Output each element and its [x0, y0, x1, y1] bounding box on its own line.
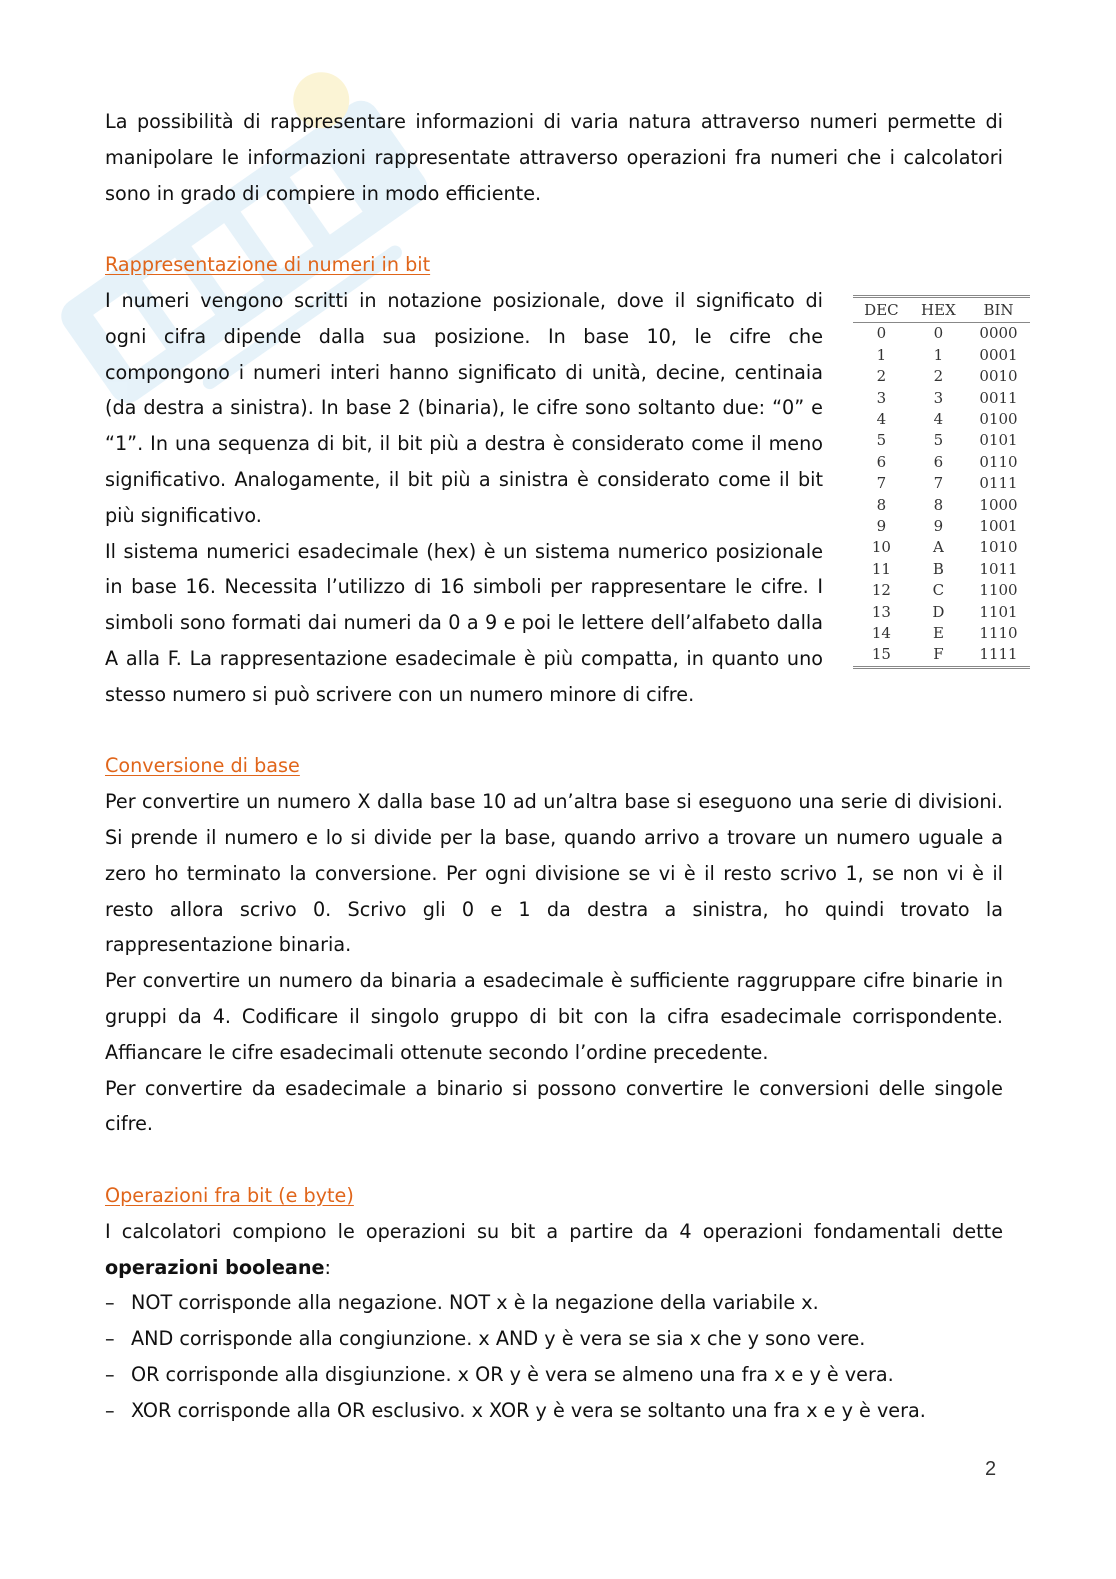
- operations-intro-text: I calcolatori compiono le operazioni su bit a partire da 4 operazioni fondamentali dette: [105, 1219, 1003, 1243]
- table-cell: 0101: [979, 431, 1018, 450]
- table-row: [853, 409, 1030, 430]
- table-cell: 0011: [979, 388, 1018, 407]
- table-cell: 1001: [979, 517, 1018, 536]
- table-row: [853, 473, 1030, 494]
- table-cell: 1: [876, 345, 887, 364]
- table-cell: 7: [876, 474, 887, 493]
- table-cell: 1100: [979, 581, 1018, 600]
- table-cell: 6: [933, 452, 944, 471]
- table-header-row: [853, 296, 1030, 322]
- table-row: [853, 602, 1030, 623]
- conversion-paragraph-1: Per convertire un numero X dalla base 10 ad un’altra base si eseguono una serie di divisioni. Si prende il numero e lo si divide per la base, quando arrivo a trovare un numero uguale a zero ho terminato la conversione. Per ogni divisione se vi è il resto scrivo 1, se non vi è il resto allora scrivo 0. Scrivo gli 0 e 1 da destra a sinistra, ho quindi trovato la rappresentazione binaria.: [105, 790, 1003, 957]
- table-row: [853, 559, 1030, 580]
- table-row: [853, 495, 1030, 516]
- heading-base-conversion: Conversione di base: [105, 754, 300, 778]
- bits-paragraph-2: Il sistema numerici esadecimale (hex) è un sistema numerico posizionale in base 16. Necessita l’utilizzo di 16 simboli per rappresentare le cifre. I simboli sono formati dai numeri da 0 a 9 e poi le lettere dell’alfabeto dalla A alla F. La rappresentazione esadecimale è più compatta, in quanto uno stesso numero si può scrivere con un numero minore di cifre.: [105, 539, 823, 706]
- table-cell: 1000: [979, 495, 1018, 514]
- table-cell: 6: [876, 452, 887, 471]
- table-cell: A: [932, 538, 944, 557]
- table-cell: 4: [876, 410, 887, 429]
- table-cell: 5: [876, 431, 887, 450]
- table-row: [853, 452, 1030, 473]
- operations-list: [105, 1285, 1003, 1428]
- table-cell: 13: [871, 602, 891, 621]
- table-cell: D: [932, 602, 945, 621]
- table-header-bin: BIN: [967, 296, 1030, 322]
- table-cell: 2: [876, 367, 887, 386]
- document-page: [105, 104, 1018, 1428]
- table-row: [853, 623, 1030, 644]
- table-cell: 3: [933, 388, 944, 407]
- table-cell: 9: [933, 517, 944, 536]
- list-item-and: – AND corrisponde alla congiunzione. x AND y è vera se sia x che y sono vere.: [105, 1321, 1003, 1357]
- table-cell: 8: [933, 495, 944, 514]
- intro-paragraph: La possibilità di rappresentare informazioni di varia natura attraverso numeri permette di manipolare le informazioni rappresentate attraverso operazioni fra numeri che i calcolatori sono in grado di compiere in modo efficiente.: [105, 110, 1003, 205]
- table-cell: 5: [933, 431, 944, 450]
- list-item-not: – NOT corrisponde alla negazione. NOT x è la negazione della variabile x.: [105, 1285, 1003, 1321]
- page-number: 2: [985, 1458, 997, 1480]
- table-row: [853, 537, 1030, 558]
- dec-hex-bin-table: [853, 295, 1030, 669]
- table-row: [853, 430, 1030, 451]
- table-cell: 9: [876, 517, 887, 536]
- table-cell: 11: [871, 559, 891, 578]
- table-cell: E: [932, 624, 944, 643]
- table-cell: C: [932, 581, 945, 600]
- bits-paragraph-1: I numeri vengono scritti in notazione posizionale, dove il significato di ogni cifra dipende dalla sua posizione. In base 10, le cifre che compongono i numeri interi hanno significato di unità, decine, centinaia (da destra a sinistra). In base 2 (binaria), le cifre sono soltanto due: “0” e “1”. In una sequenza di bit, il bit più a destra è considerato come il meno significativo. Analogamente, il bit più a sinistra è considerato come il bit più significativo.: [105, 288, 823, 527]
- table-cell: 1101: [979, 602, 1018, 621]
- conversion-paragraph-3: Per convertire da esadecimale a binario si possono convertire le conversioni delle singole cifre.: [105, 1076, 1003, 1136]
- table-row: [853, 644, 1030, 667]
- operations-intro-bold: operazioni booleane: [105, 1255, 325, 1279]
- table-cell: 3: [876, 388, 887, 407]
- table-cell: 1010: [979, 538, 1018, 557]
- table-header-dec: DEC: [853, 296, 910, 322]
- table-cell: 8: [876, 495, 887, 514]
- table-cell: 10: [871, 538, 891, 557]
- operations-intro: [105, 1214, 1003, 1286]
- table-cell: 1011: [979, 559, 1018, 578]
- table-cell: 0110: [979, 452, 1018, 471]
- table-row: [853, 366, 1030, 387]
- table-header-hex: HEX: [910, 296, 967, 322]
- table-cell: 4: [933, 410, 944, 429]
- table-cell: 14: [871, 624, 891, 643]
- table-body: [853, 323, 1030, 668]
- table-cell: 2: [933, 367, 944, 386]
- list-item-or: – OR corrisponde alla disgiunzione. x OR y è vera se almeno una fra x e y è vera.: [105, 1357, 1003, 1393]
- table-cell: 0001: [979, 345, 1018, 364]
- table-cell: F: [933, 645, 944, 664]
- table-row: [853, 580, 1030, 601]
- bit-section: [105, 283, 1018, 713]
- conversion-paragraph-2: Per convertire un numero da binaria a esadecimale è sufficiente raggruppare cifre binarie in gruppi da 4. Codificare il singolo gruppo di bit con la cifra esadecimale corrispondente. Affiancare le cifre esadecimali ottenute secondo l’ordine precedente.: [105, 969, 1003, 1064]
- table-row: [853, 323, 1030, 345]
- heading-bit-representation: Rappresentazione di numeri in bit: [105, 253, 431, 277]
- table-cell: 0: [933, 324, 944, 343]
- table-cell: 1111: [979, 645, 1018, 664]
- table-cell: 0100: [979, 410, 1018, 429]
- table-cell: 12: [871, 581, 891, 600]
- table-cell: 0000: [979, 324, 1018, 343]
- table-row: [853, 388, 1030, 409]
- table-cell: 7: [933, 474, 944, 493]
- list-item-xor: – XOR corrisponde alla OR esclusivo. x XOR y è vera se soltanto una fra x e y è vera.: [105, 1393, 1003, 1429]
- table-row: [853, 345, 1030, 366]
- table-cell: 1: [933, 345, 944, 364]
- table-cell: B: [932, 559, 944, 578]
- operations-intro-colon: :: [324, 1255, 331, 1279]
- table-cell: 15: [871, 645, 891, 664]
- table-cell: 0: [876, 324, 887, 343]
- table-cell: 0010: [979, 367, 1018, 386]
- table-row: [853, 516, 1030, 537]
- table-cell: 1110: [979, 624, 1018, 643]
- table-cell: 0111: [979, 474, 1018, 493]
- heading-bit-operations: Operazioni fra bit (e byte): [105, 1183, 354, 1207]
